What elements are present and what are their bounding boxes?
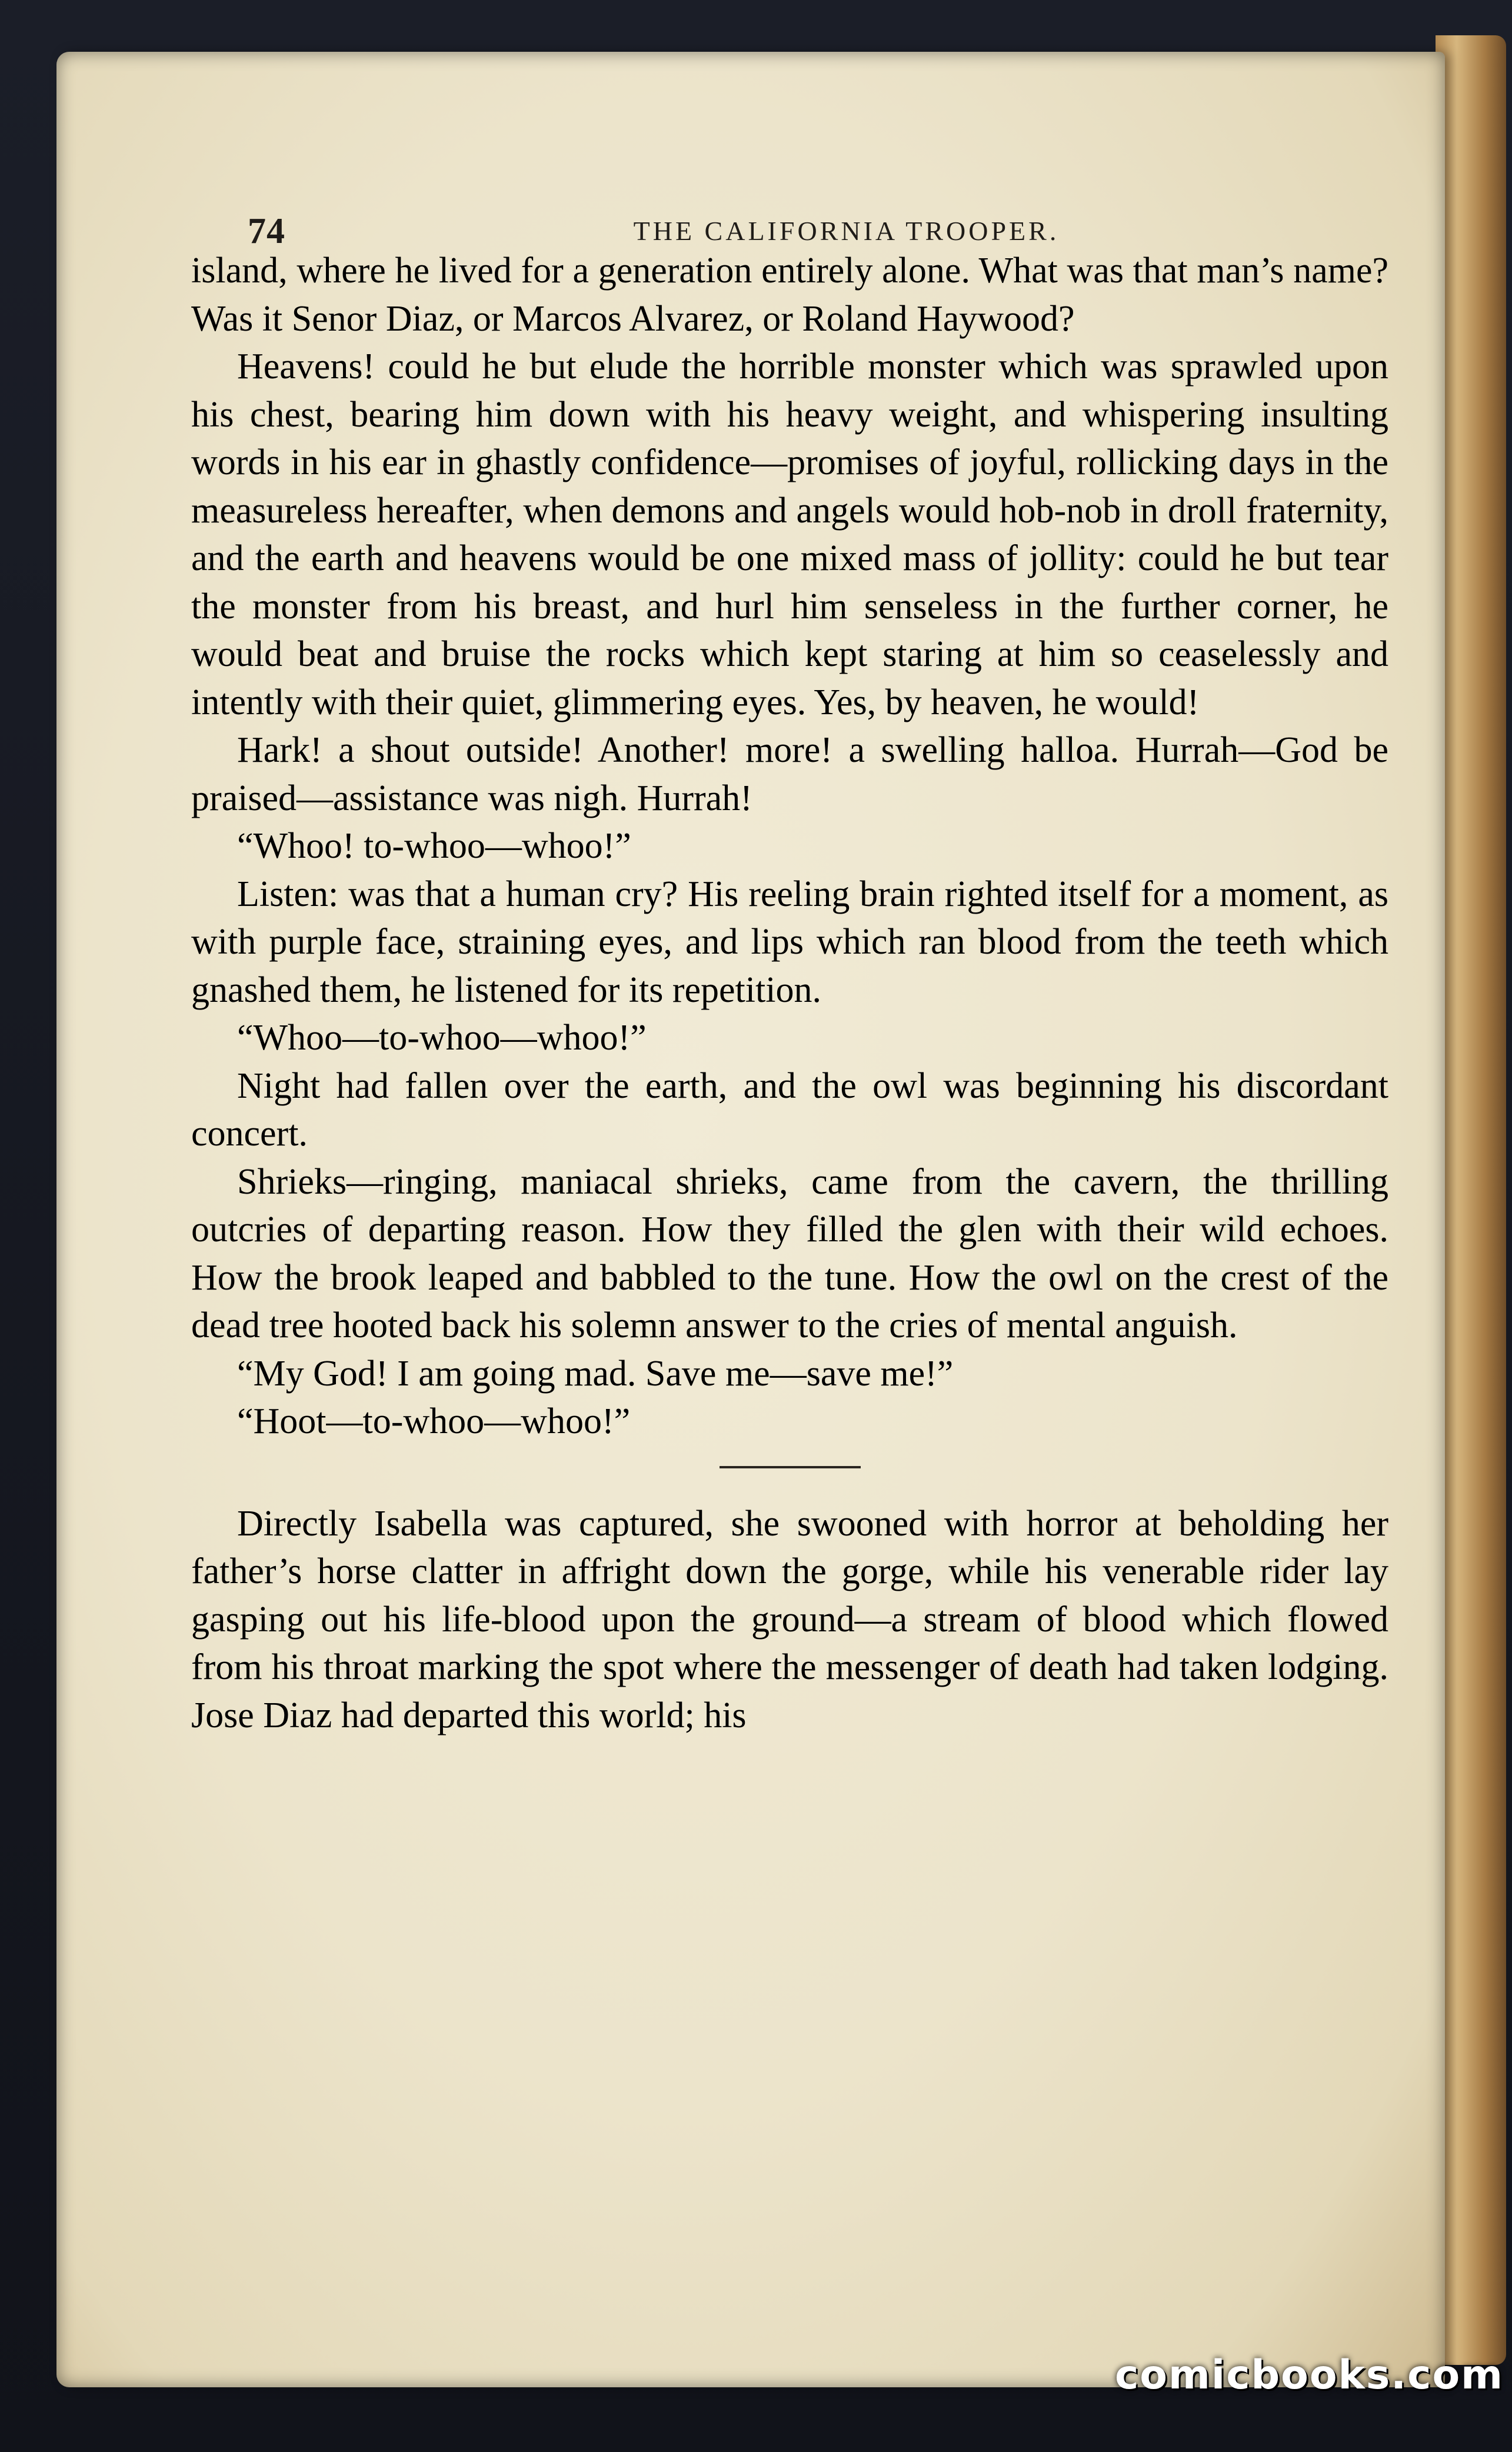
paragraph: Shrieks—ringing, maniacal shrieks, came from the cavern, the thrilling outcries of departing reason. How they filled the glen with their wild echoes. How the brook leaped and babbled to the tune. How the owl on the crest of the dead tree hooted back his solemn answer to the cries of mental anguish.: [191, 1161, 1388, 1345]
paragraph: “My God! I am going mad. Save me—save me!”: [237, 1353, 954, 1394]
page-number: 74: [248, 211, 285, 251]
body-text: [191, 247, 1388, 1740]
paragraph: Heavens! could he but elude the horrible monster which was sprawled upon his chest, bearing him down with his heavy weight, and whispering insulting words in his ear in ghastly confidence—promises of joyful, rollicking days in the measureless hereafter, when demons and angels would hob-nob in droll fraternity, and the earth and heavens would be one mixed mass of jollity: could he but tear the monster from his breast, and hurl him senseless in the further corner, he would beat and bruise the rocks which kept staring at him so ceaselessly and intently with their quiet, glimmering eyes. Yes, by heaven, he would!: [191, 347, 1388, 722]
paragraph: “Whoo! to-whoo—whoo!”: [237, 826, 631, 866]
paragraph: “Whoo—to-whoo—whoo!”: [237, 1018, 647, 1058]
paragraph: Listen: was that a human cry? His reeling brain righted itself for a moment, as with purple face, straining eyes, and lips which ran blood from the teeth which gnashed them, he listened for its repetition.: [191, 874, 1388, 1010]
paragraph: “Hoot—to-whoo—whoo!”: [237, 1401, 631, 1441]
paragraph: island, where he lived for a generation entirely alone. What was that man’s name? Was it Senor Diaz, or Marcos Alvarez, or Roland Haywood?: [191, 251, 1388, 339]
paragraph: Directly Isabella was captured, she swooned with horror at beholding her father’s horse clatter in affright down the gorge, while his venerable rider lay gasping out his life-blood upon the ground—a stream of blood which flowed from his throat marking the spot where the messenger of death had taken lodging. Jose Diaz had departed this world; his: [191, 1503, 1388, 1735]
paragraph: Hark! a shout outside! Another! more! a swelling halloa. Hurrah—God be praised—assistance was nigh. Hurrah!: [191, 730, 1388, 818]
running-head: THE CALIFORNIA TROOPER.: [633, 216, 1060, 246]
page-edges: [1436, 35, 1506, 2365]
watermark: comicbooks.com: [1115, 2352, 1504, 2398]
section-divider: [720, 1466, 861, 1468]
paragraph: Night had fallen over the earth, and the owl was beginning his discordant concert.: [191, 1065, 1388, 1154]
